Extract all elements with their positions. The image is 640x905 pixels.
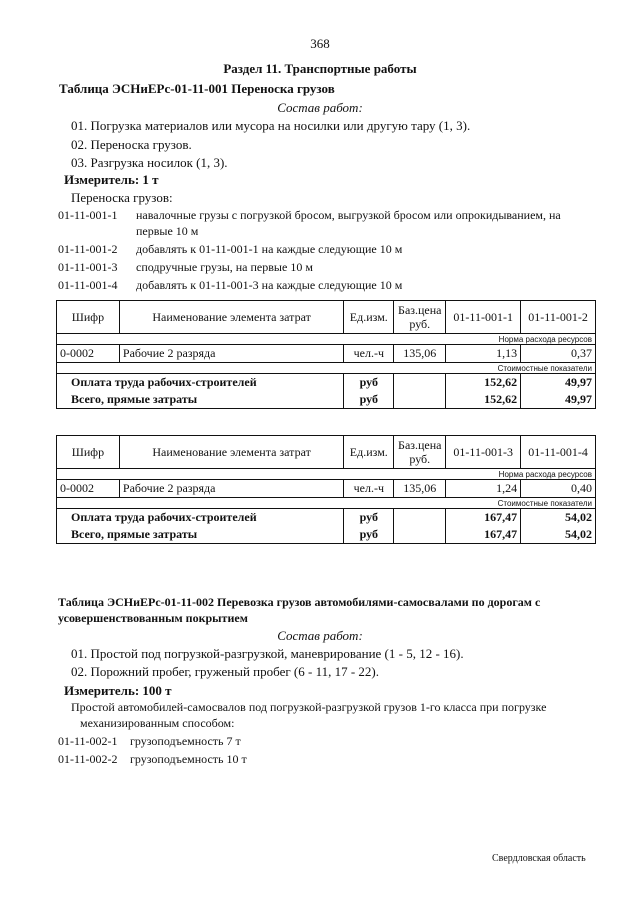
pay-v2: 49,97 — [521, 374, 596, 392]
resource-table-2 — [56, 435, 596, 544]
cell-unit: чел.-ч — [344, 480, 394, 498]
table-row — [57, 526, 596, 544]
resource-table-1 — [56, 300, 596, 409]
item-code: 01-11-002-2 — [58, 752, 118, 766]
cell-v1: 1,24 — [446, 480, 521, 498]
total-unit: руб — [344, 526, 394, 544]
works-heading: Состав работ: — [277, 100, 363, 115]
cell-price: 135,06 — [394, 345, 446, 363]
total-v2: 54,02 — [521, 526, 596, 544]
header-col1: 01-11-001-1 — [446, 301, 521, 334]
total-unit: руб — [344, 391, 394, 409]
header-cipher: Шифр — [57, 436, 120, 469]
measure-unit: Измеритель: 100 т — [64, 683, 172, 698]
cell-code: 0-0002 — [57, 345, 120, 363]
cell-v1: 1,13 — [446, 345, 521, 363]
table-row — [57, 391, 596, 409]
cost-label: Стоимостные показатели — [57, 363, 596, 374]
cell-v2: 0,37 — [521, 345, 596, 363]
pay-unit: руб — [344, 509, 394, 527]
header-col2: 01-11-001-2 — [521, 301, 596, 334]
items-intro-cont: механизированным способом: — [80, 716, 235, 730]
header-price: Баз.цена руб. — [394, 301, 446, 334]
header-cipher: Шифр — [57, 301, 120, 334]
header-price: Баз.цена руб. — [394, 436, 446, 469]
footer-region: Свердловская область — [492, 853, 586, 864]
cost-label: Стоимостные показатели — [57, 498, 596, 509]
cell-code: 0-0002 — [57, 480, 120, 498]
header-unit: Ед.изм. — [344, 436, 394, 469]
pay-v2: 54,02 — [521, 509, 596, 527]
item-code: 01-11-001-2 — [58, 242, 118, 256]
table1-title: Таблица ЭСНиЕРс-01-11-001 Переноска грузов — [59, 81, 335, 96]
total-label: Всего, прямые затраты — [57, 526, 344, 544]
total-v1: 167,47 — [446, 526, 521, 544]
page-number: 368 — [310, 36, 330, 51]
table-row — [57, 509, 596, 527]
pay-label: Оплата труда рабочих-строителей — [57, 509, 344, 527]
item-text: навалочные грузы с погрузкой бросом, выгрузкой бросом или опрокидыванием, на — [136, 208, 561, 222]
item-text: грузоподъемность 7 т — [130, 734, 241, 748]
table-row — [57, 345, 596, 363]
work-item: 01. Погрузка материалов или мусора на носилки или другую тару (1, 3). — [71, 118, 471, 133]
cell-name: Рабочие 2 разряда — [119, 345, 343, 363]
total-v1: 152,62 — [446, 391, 521, 409]
header-col2: 01-11-001-4 — [521, 436, 596, 469]
total-v2: 49,97 — [521, 391, 596, 409]
header-name: Наименование элемента затрат — [119, 436, 343, 469]
cell-unit: чел.-ч — [344, 345, 394, 363]
items-intro: Простой автомобилей-самосвалов под погрузкой-разгрузкой грузов 1-го класса при погрузке — [71, 700, 547, 714]
cell-name: Рабочие 2 разряда — [119, 480, 343, 498]
cell-price: 135,06 — [394, 480, 446, 498]
work-item: 02. Порожний пробег, груженый пробег (6 - 11, 17 - 22). — [71, 664, 380, 679]
table-row — [57, 480, 596, 498]
pay-label: Оплата труда рабочих-строителей — [57, 374, 344, 392]
item-code: 01-11-001-4 — [58, 278, 118, 292]
header-col1: 01-11-001-3 — [446, 436, 521, 469]
table2-title-cont: усовершенствованным покрытием — [58, 611, 248, 625]
work-item: 02. Переноска грузов. — [71, 137, 192, 152]
total-label: Всего, прямые затраты — [57, 391, 344, 409]
norm-label: Норма расхода ресурсов — [57, 334, 596, 345]
work-item: 01. Простой под погрузкой-разгрузкой, маневрирование (1 - 5, 12 - 16). — [71, 646, 464, 661]
norm-label: Норма расхода ресурсов — [57, 469, 596, 480]
item-text: сподручные грузы, на первые 10 м — [136, 260, 313, 274]
item-code: 01-11-001-1 — [58, 208, 118, 222]
items-intro: Переноска грузов: — [71, 190, 173, 205]
table-row — [57, 374, 596, 392]
item-text: добавлять к 01-11-001-1 на каждые следующие 10 м — [136, 242, 403, 256]
item-code: 01-11-001-3 — [58, 260, 118, 274]
cell-v2: 0,40 — [521, 480, 596, 498]
measure-unit: Измеритель: 1 т — [64, 172, 159, 187]
header-name: Наименование элемента затрат — [119, 301, 343, 334]
item-text: грузоподъемность 10 т — [130, 752, 247, 766]
item-text: первые 10 м — [136, 224, 199, 238]
pay-v1: 152,62 — [446, 374, 521, 392]
work-item: 03. Разгрузка носилок (1, 3). — [71, 155, 228, 170]
header-unit: Ед.изм. — [344, 301, 394, 334]
item-text: добавлять к 01-11-001-3 на каждые следующие 10 м — [136, 278, 403, 292]
pay-v1: 167,47 — [446, 509, 521, 527]
item-code: 01-11-002-1 — [58, 734, 118, 748]
works-heading: Состав работ: — [277, 628, 363, 643]
table2-title: Таблица ЭСНиЕРс-01-11-002 Перевозка грузов автомобилями-самосвалами по дорогам с — [58, 595, 541, 609]
pay-unit: руб — [344, 374, 394, 392]
section-title: Раздел 11. Транспортные работы — [223, 61, 417, 76]
